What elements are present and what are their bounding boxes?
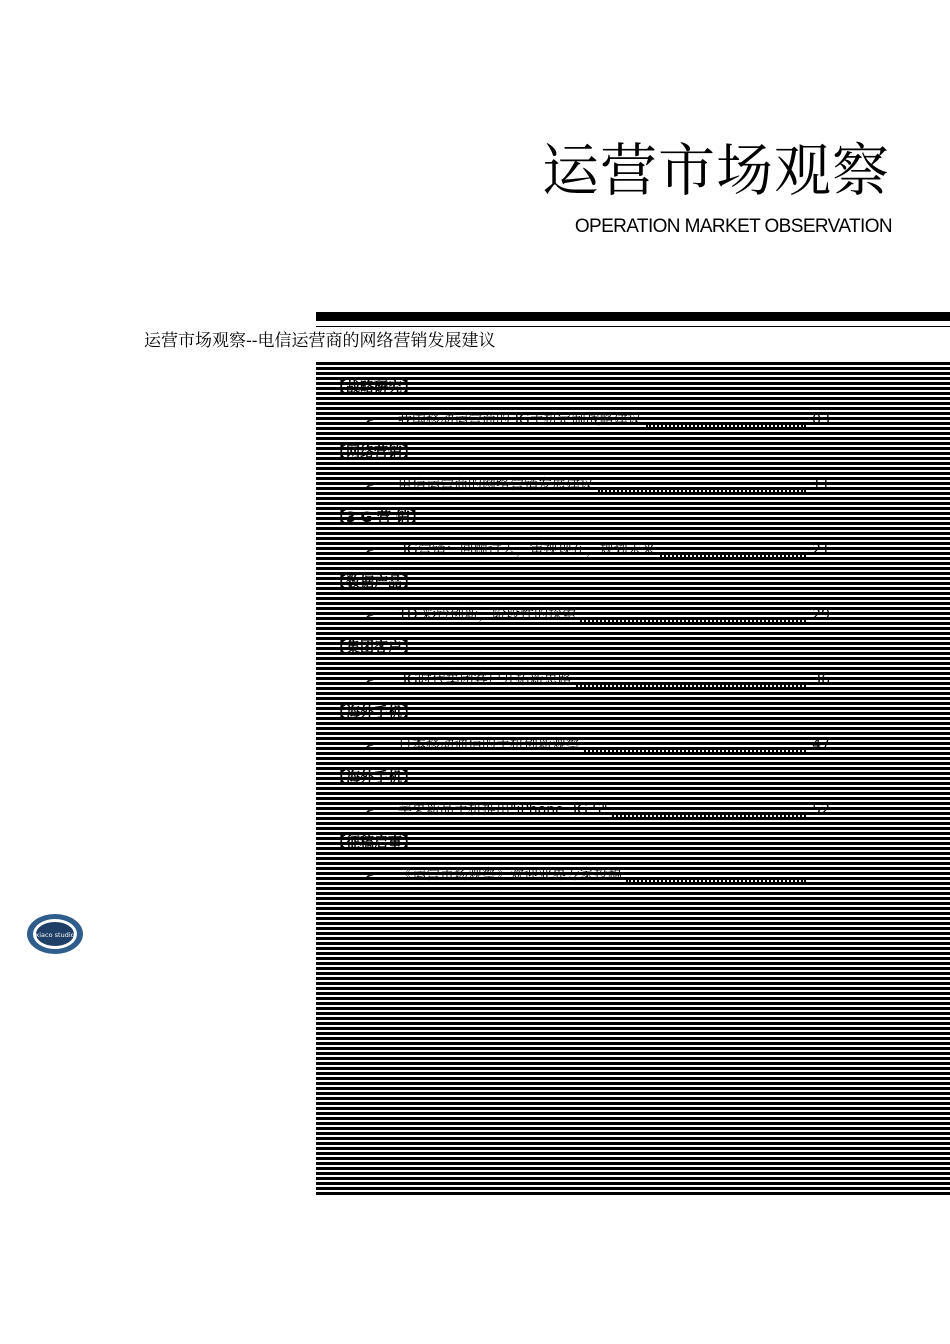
toc-entry-title: 电信运营商的网络营销发展建议	[398, 477, 594, 493]
arrow-bullet-icon: ➢	[364, 478, 375, 492]
cover-subtitle: OPERATION MARKET OBSERVATION	[574, 216, 892, 237]
toc-entry[interactable]	[364, 475, 830, 495]
cover-title: 运营市场观察	[542, 138, 890, 204]
toc-leader-dots	[626, 868, 806, 882]
arrow-bullet-icon: ➢	[364, 868, 375, 882]
document-subject: 运营市场观察--电信运营商的网络营销发展建议	[144, 331, 496, 351]
arrow-bullet-icon: ➢	[364, 608, 375, 622]
ring-logo-icon	[25, 912, 85, 956]
toc-section-heading: 【战略研究】	[332, 380, 416, 396]
toc-page-number: 29	[812, 607, 830, 623]
arrow-bullet-icon: ➢	[364, 803, 375, 817]
logo-text: xiaco studio	[35, 931, 75, 939]
toc-entry[interactable]	[364, 735, 830, 755]
toc-leader-dots	[660, 543, 806, 557]
toc-leader-dots	[646, 413, 806, 427]
arrow-bullet-icon: ➢	[364, 673, 375, 687]
toc-section	[316, 703, 950, 768]
arrow-bullet-icon: ➢	[364, 413, 375, 427]
arrow-bullet-icon: ➢	[364, 738, 375, 752]
toc-entry-title: 3G时代集团客户开拓新思路	[398, 672, 572, 688]
toc-list	[316, 378, 950, 898]
toc-entry-title: 苹果新品手机推出"iPhone 3G S"	[398, 802, 608, 818]
toc-section	[316, 508, 950, 573]
toc-leader-dots	[584, 738, 806, 752]
toc-entry-title: 1D 彩铃创新，阶段性的探索	[398, 607, 577, 623]
toc-page-number: 52	[812, 802, 830, 818]
studio-logo	[25, 912, 85, 956]
toc-entry-title: 我国移动运营商的3G手机定制战略建议	[398, 412, 642, 428]
toc-leader-dots	[612, 803, 806, 817]
arrow-bullet-icon: ➢	[364, 543, 375, 557]
table-of-contents	[316, 362, 950, 1195]
toc-section-heading: 【3 G 营 销】	[332, 510, 424, 526]
toc-section	[316, 573, 950, 638]
toc-section-heading: 【集团客户】	[332, 640, 416, 656]
toc-entry[interactable]	[364, 605, 830, 625]
toc-entry-title: 日本移动通信的手机创新观察	[398, 737, 580, 753]
toc-section-heading: 【征稿启事】	[332, 835, 416, 851]
toc-entry[interactable]	[364, 800, 830, 820]
toc-page-number: 11	[812, 477, 830, 493]
toc-page-number: 47	[812, 737, 830, 753]
toc-section-heading: 【海外手机】	[332, 770, 416, 786]
toc-section	[316, 638, 950, 703]
toc-entry-title: 《运营市场观察》欢迎业界专家投稿	[398, 867, 622, 883]
toc-entry-title: 3G营销：回顾过去，审视现在，规划未来	[398, 542, 656, 558]
toc-leader-dots	[580, 608, 806, 622]
toc-entry[interactable]	[364, 865, 830, 885]
toc-section	[316, 768, 950, 833]
toc-section	[316, 833, 950, 898]
toc-section	[316, 378, 950, 443]
toc-page-number: 03	[812, 412, 830, 428]
toc-section-heading: 【网络营销】	[332, 445, 416, 461]
header-rule-thick	[316, 312, 950, 321]
toc-page-number: 36	[812, 672, 830, 688]
toc-entry[interactable]	[364, 540, 830, 560]
toc-leader-dots	[598, 478, 806, 492]
toc-section-heading: 【海外手机】	[332, 705, 416, 721]
toc-section-heading: 【数据产品】	[332, 575, 416, 591]
toc-entry[interactable]	[364, 410, 830, 430]
toc-leader-dots	[576, 673, 806, 687]
toc-page-number: 21	[812, 542, 830, 558]
toc-section	[316, 443, 950, 508]
toc-entry[interactable]	[364, 670, 830, 690]
